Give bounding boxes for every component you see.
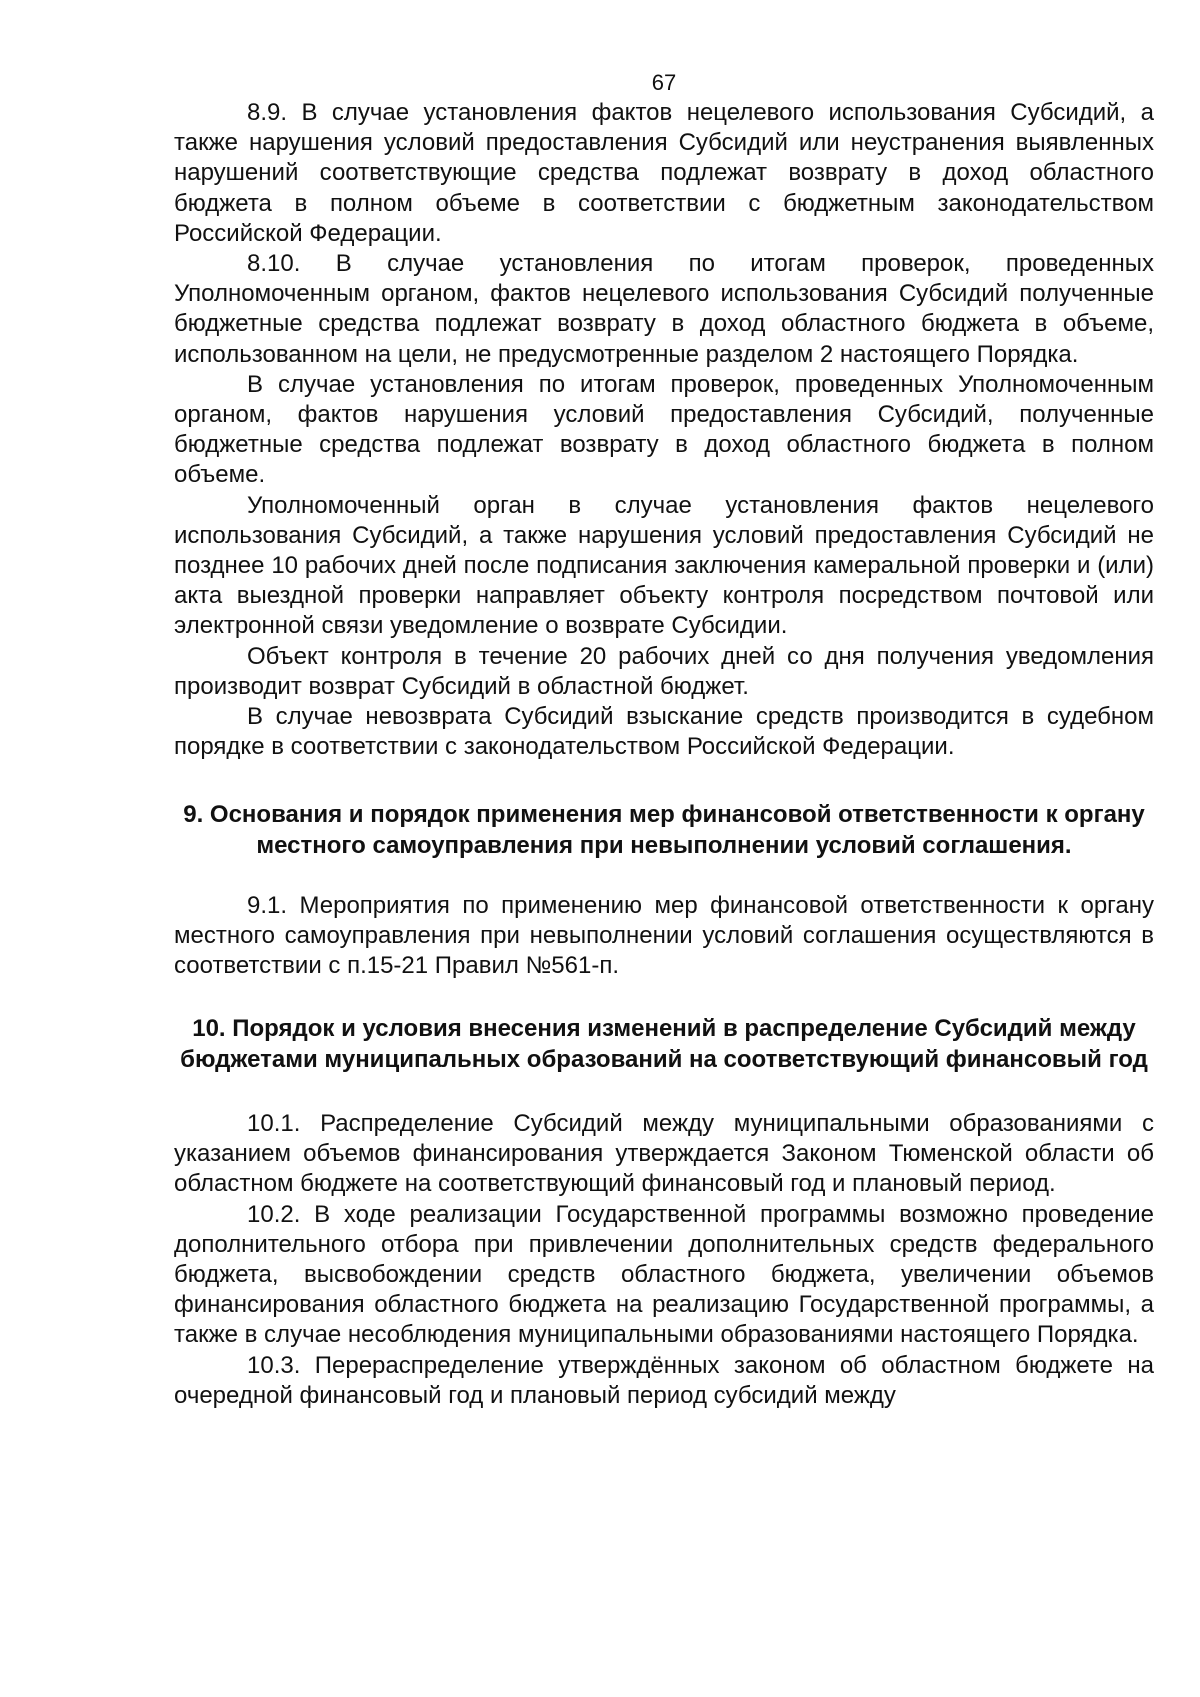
paragraph-authorized-body: Уполномоченный орган в случае установления фактов нецелевого использования Субсидий, а также нарушения условий предоставления Субсидий не позднее 10 рабочих дней после подписания заключения камеральной проверки и (или) акта выездной проверки направляет объекту контроля посредством почтовой или электронной связи уведомление о возврате Субсидии. — [174, 491, 1154, 640]
section-heading-10: 10. Порядок и условия внесения изменений в распределение Субсидий между бюджетами муниципальных образований на соответствующий финансовый год — [180, 1015, 1148, 1073]
paragraph-non-return: В случае невозврата Субсидий взыскание средств производится в судебном порядке в соответствии с законодательством Российской Федерации. — [174, 703, 1154, 761]
paragraph-9-1: 9.1. Мероприятия по применению мер финансовой ответственности к органу местного самоуправления при невыполнении условий соглашения осуществляются в соответствии с п.15-21 Правил №561-п. — [174, 891, 1154, 980]
paragraph-8-9: 8.9. В случае установления фактов нецелевого использования Субсидий, а также нарушения условий предоставления Субсидий или неустранения выявленных нарушений соответствующие средства подлежат возврату в доход областного бюджета в полном объеме в соответствии с бюджетным законодательством Российской Федерации. — [174, 99, 1154, 247]
paragraph-10-3: 10.3. Перераспределение утверждённых законом об областном бюджете на очередной финансовый год и плановый период субсидий между — [174, 1351, 1154, 1409]
spacer — [174, 1075, 1154, 1109]
paragraph-10-2: 10.2. В ходе реализации Государственной программы возможно проведение дополнительного отбора при привлечении дополнительных средств федерального бюджета, высвобождении средств областного бюджета, увеличении объемов финансирования областного бюджета на реализацию Государственной программы, а также в случае несоблюдения муниципальными образованиями настоящего Порядка. — [174, 1200, 1154, 1349]
page-number: 67 — [651, 70, 677, 95]
paragraph-8-10: 8.10. В случае установления по итогам проверок, проведенных Уполномоченным органом, фактов нецелевого использования Субсидий полученные бюджетные средства подлежат возврату в доход областного бюджета в объеме, использованном на цели, не предусмотренные разделом 2 настоящего Порядка. — [174, 250, 1154, 368]
paragraph-control-object: Объект контроля в течение 20 рабочих дней со дня получения уведомления производит возврат Субсидий в областной бюджет. — [174, 642, 1154, 700]
spacer — [174, 981, 1154, 1014]
paragraph-8-10-violations: В случае установления по итогам проверок, проведенных Уполномоченным органом, фактов нарушения условий предоставления Субсидий, полученные бюджетные средства подлежат возврату в доход областного бюджета в полном объеме. — [174, 370, 1154, 489]
spacer — [174, 762, 1154, 800]
document-page — [174, 68, 1154, 1411]
section-heading-9: 9. Основания и порядок применения мер финансовой ответственности к органу местного самоуправления при невыполнении условий соглашения. — [183, 801, 1145, 859]
spacer — [174, 861, 1154, 891]
paragraph-10-1: 10.1. Распределение Субсидий между муниципальными образованиями с указанием объемов финансирования утверждается Законом Тюменской области об областном бюджете на соответствующий финансовый год и плановый период. — [174, 1109, 1154, 1198]
